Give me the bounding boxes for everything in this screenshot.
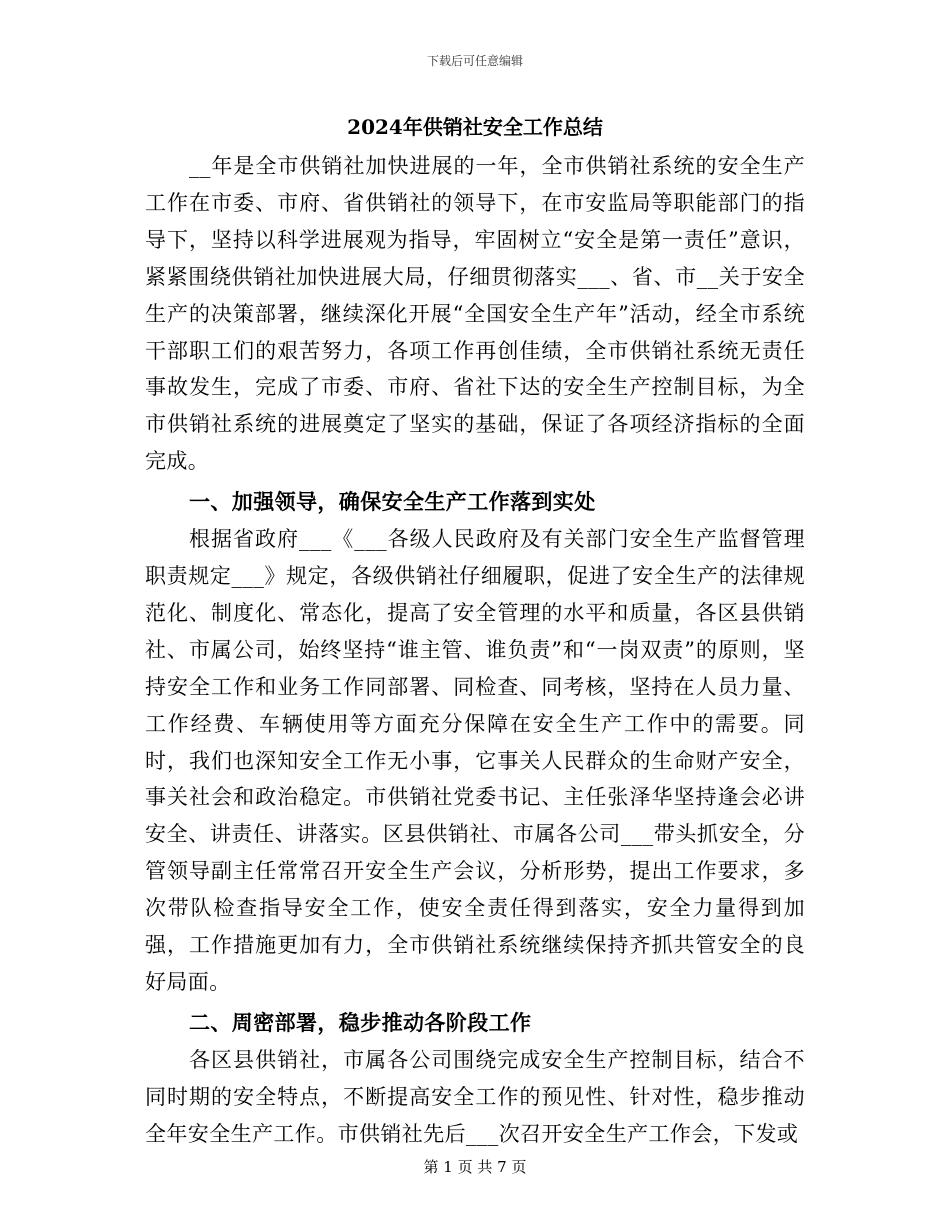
page-number: 第 1 页 共 7 页 [423, 1158, 527, 1176]
document-body [145, 110, 805, 1152]
intro-paragraph: __年是全市供销社加快进展的一年，全市供销社系统的安全生产工作在市委、市府、省供销社的领导下，在市安监局等职能部门的指导下，坚持以科学进展观为指导，牢固树立“安全是第一责任”意识，紧紧围绕供销社加快进展大局，仔细贯彻落实___、省、市__关于安全生产的决策部署，继续深化开展“全国安全生产年”活动，经全市系统干部职工们的艰苦努力，各项工作再创佳绩，全市供销社系统无责任事故发生，完成了市委、市府、省社下达的安全生产控制目标，为全市供销社系统的进展奠定了坚实的基础，保证了各项经济指标的全面完成。 [145, 154, 805, 474]
page-header-note: 下载后可任意编辑 [426, 54, 523, 68]
section-body-1: 根据省政府___《___各级人民政府及有关部门安全生产监督管理职责规定___》规定，各级供销社仔细履职，促进了安全生产的法律规范化、制度化、常态化，提高了安全管理的水平和质量，各区县供销社、市属公司，始终坚持“谁主管、谁负责”和“一岗双责”的原则，坚持安全工作和业务工作同部署、同检查、同考核，坚持在人员力量、工作经费、车辆使用等方面充分保障在安全生产工作中的需要。同时，我们也深知安全工作无小事，它事关人民群众的生命财产安全，事关社会和政治稳定。市供销社党委书记、主任张泽华坚持逢会必讲安全、讲责任、讲落实。区县供销社、市属各公司___带头抓安全，分管领导副主任常常召开安全生产会议，分析形势，提出工作要求，多次带队检查指导安全工作，使安全责任得到落实，安全力量得到加强，工作措施更加有力，全市供销社系统继续保持齐抓共管安全的良好局面。 [145, 527, 805, 994]
section-body-2: 各区县供销社，市属各公司围绕完成安全生产控制目标，结合不同时期的安全特点，不断提高安全工作的预见性、针对性，稳步推动全年安全生产工作。市供销社先后___次召开安全生产工作会，下发或 [145, 1047, 805, 1146]
section-heading-2: 二、周密部署，稳步推动各阶段工作 [189, 1009, 532, 1035]
document-title: 2024年供销社安全工作总结 [347, 115, 603, 139]
section-heading-1: 一、加强领导，确保安全生产工作落到实处 [189, 489, 596, 515]
